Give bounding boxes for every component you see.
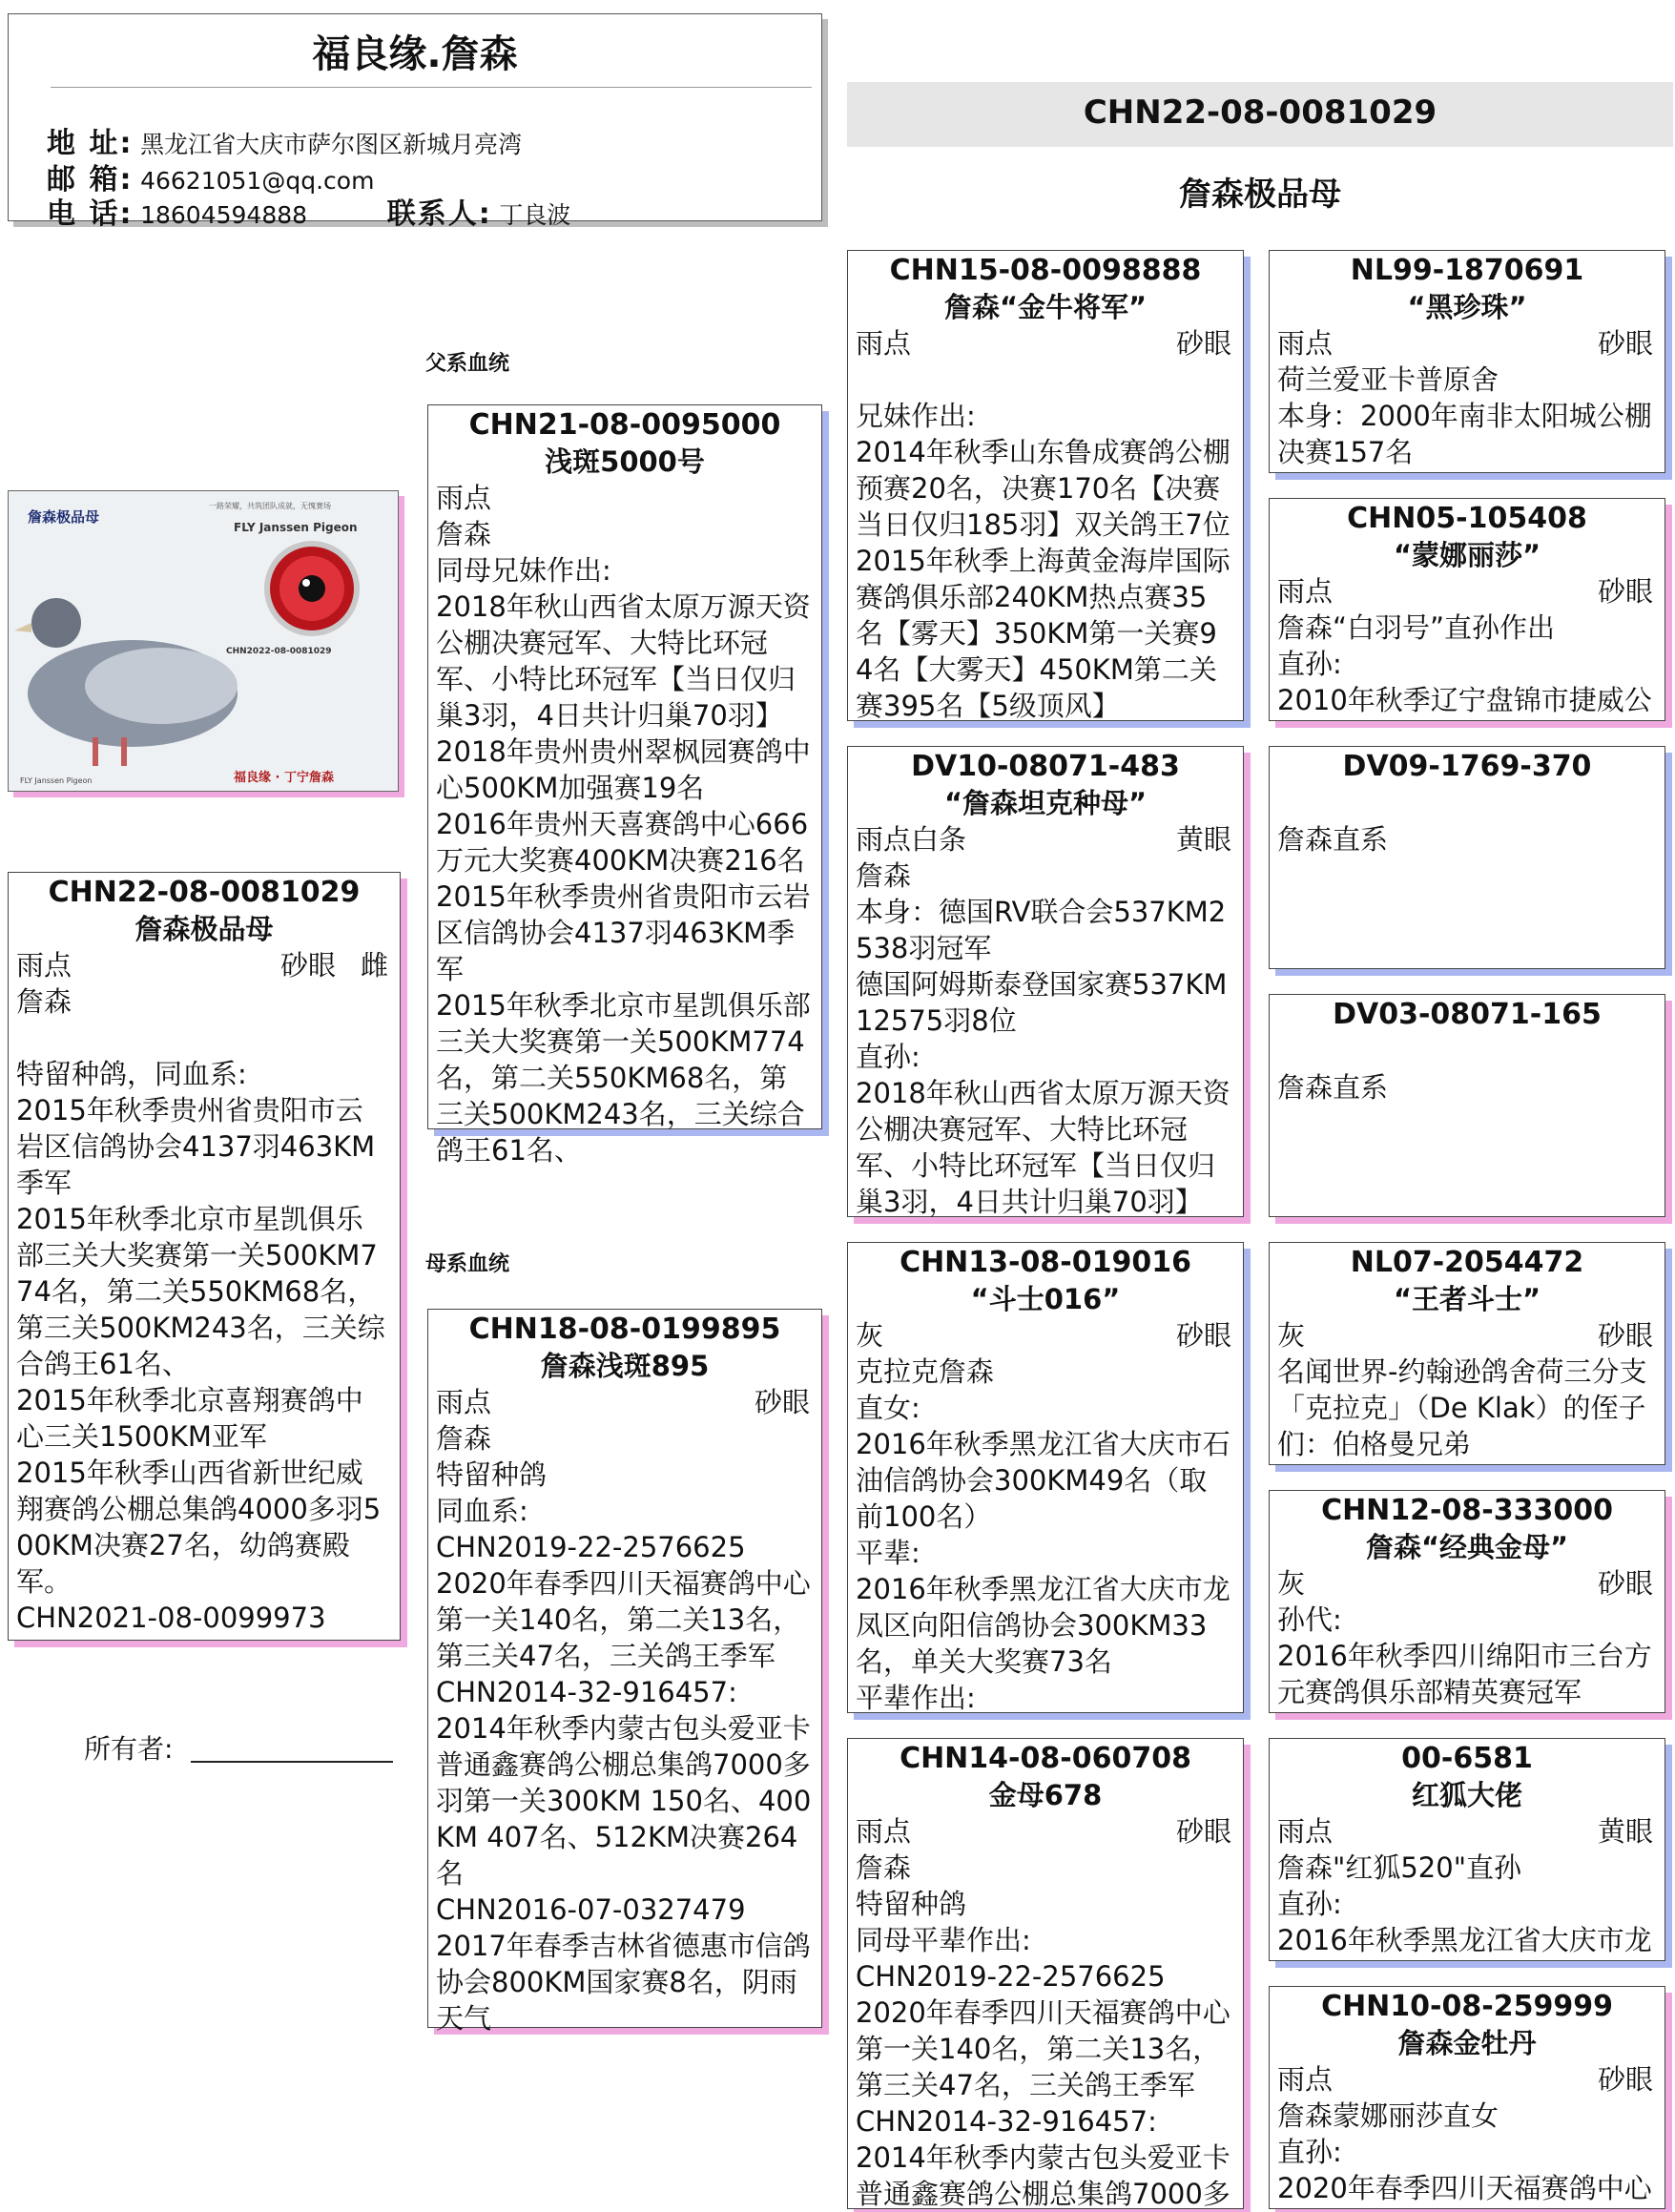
photo-bottom-right: 福良缘 · 丁宁詹森 [234, 771, 334, 785]
dam-ring: CHN18-08-0199895 [468, 1313, 781, 1346]
great-grandparent-color: 灰 [1277, 1319, 1306, 1352]
great-grandparent-card [1269, 1242, 1665, 1465]
great-grandparent-card [1269, 498, 1665, 721]
great-grandparent-card [1269, 746, 1665, 969]
page-title-name: 詹森极品母 [1179, 176, 1341, 214]
phone-row [47, 190, 570, 232]
address-label: 地 址: [47, 127, 134, 160]
grandparent-card [847, 1242, 1244, 1713]
grandparent-name: 詹森“金牛将军” [943, 291, 1148, 323]
great-grandparent-body: 孙代: 2016年秋季四川绵阳市三台方元赛鸽俱乐部精英赛冠军 [1277, 1603, 1652, 1708]
grandparent-card [847, 1738, 1244, 2209]
pigeon-photo [8, 490, 399, 792]
great-grandparent-color: 雨点 [1277, 2063, 1334, 2096]
email-label: 邮 箱: [47, 163, 134, 196]
email-value: 46621051@qq.com [140, 167, 375, 195]
great-grandparent-color: 灰 [1277, 1567, 1306, 1600]
grandparent-ring: CHN15-08-0098888 [889, 254, 1202, 287]
great-grandparent-name: 詹森“经典金母” [1365, 1531, 1569, 1563]
great-grandparent-body: 詹森"红狐520"直孙 直孙: 2016年秋季黑龙江省大庆市龙 [1277, 1851, 1652, 1956]
subject-attrs [9, 947, 400, 983]
great-grandparent-attrs [1270, 573, 1665, 610]
subject-name: 詹森极品母 [134, 913, 274, 945]
grandparent-attrs [848, 821, 1243, 858]
subject-body: 詹森 特留种鸽，同血系: 2015年秋季贵州省贵阳市云岩区信鸽协会4137羽463KM季军 2015年秋季北京市星凯俱乐部三关大奖赛第一关500KM774名，第二关550KM68名，第三关500KM243名，三关综合鸽王61名、 2015年秋季北京喜翔赛鸽中心三关1500KM亚军 2015年秋季山西省新世纪威翔赛鸽公棚总集鸽4000多羽500KM决赛27名，幼鸽赛殿军。 CHN2021-08-0099973 [16, 985, 385, 1634]
contact-label: 联系人: [386, 197, 492, 231]
great-grandparent-card [1269, 1738, 1665, 1961]
great-grandparent-body: 名闻世界-约翰逊鸽舍荷三分支「克拉克」（De Klak）的侄子们：伯格曼兄弟 [1277, 1355, 1647, 1460]
great-grandparent-card [1269, 250, 1665, 473]
great-grandparent-attrs [1270, 1317, 1665, 1354]
great-grandparent-color: 雨点 [1277, 1815, 1334, 1848]
grandparent-card [847, 250, 1244, 721]
great-grandparent-name: “蒙娜丽莎” [1393, 539, 1541, 571]
great-grandparent-ring: NL99-1870691 [1350, 254, 1584, 287]
dam-line-label: 母系血统 [425, 1252, 510, 1276]
loft-name: 福良缘.詹森 [312, 32, 518, 76]
great-grandparent-attrs [1270, 325, 1665, 362]
pigeon-photo-art [9, 491, 398, 791]
great-grandparent-body: 詹森直系 [1277, 823, 1389, 856]
grandparent-eye: 砂眼 [1175, 1815, 1231, 1848]
great-grandparent-attrs [1270, 1565, 1665, 1602]
dam-eye: 砂眼 [754, 1386, 810, 1418]
great-grandparent-name: 红狐大佬 [1411, 1779, 1522, 1811]
eye-icon [264, 541, 360, 636]
phone-label: 电 话: [47, 197, 134, 231]
grandparent-eye: 砂眼 [1175, 327, 1231, 360]
great-grandparent-ring: CHN10-08-259999 [1321, 1990, 1613, 2023]
great-grandparent-card [1269, 1490, 1665, 1713]
grandparent-name: “詹森坦克种母” [943, 787, 1148, 819]
great-grandparent-color: 雨点 [1277, 327, 1334, 360]
grandparent-color: 灰 [856, 1319, 884, 1352]
great-grandparent-body: 詹森蒙娜丽莎直女 直孙: 2020年春季四川天福赛鸽中心 [1277, 2099, 1652, 2204]
grandparent-name: “斗士016” [970, 1283, 1121, 1315]
great-grandparent-attrs [1270, 1813, 1665, 1850]
great-grandparent-name: “王者斗士” [1393, 1283, 1541, 1315]
great-grandparent-eye: 砂眼 [1597, 1319, 1653, 1352]
photo-top-right: 一路荣耀，共筑团队成就，无愧赛场 [209, 502, 331, 510]
contact-value: 丁良波 [499, 201, 571, 229]
grandparent-eye: 黄眼 [1175, 823, 1231, 856]
grandparent-card [847, 746, 1244, 1217]
subject-color: 雨点 [16, 949, 72, 982]
page-title-ring: CHN22-08-0081029 [1083, 93, 1437, 132]
great-grandparent-body: 荷兰爱亚卡普原舍 本身：2000年南非太阳城公棚决赛157名 [1277, 363, 1652, 468]
great-grandparent-card [1269, 1986, 1665, 2209]
great-grandparent-body: 詹森“白羽号”直孙作出 直孙: 2010年秋季辽宁盘锦市捷威公 [1277, 611, 1652, 716]
great-grandparent-ring: DV03-08071-165 [1333, 998, 1602, 1031]
great-grandparent-ring: CHN12-08-333000 [1321, 1494, 1613, 1527]
grandparent-color: 雨点 [856, 327, 912, 360]
dam-card [427, 1309, 822, 2035]
great-grandparent-eye: 砂眼 [1597, 327, 1653, 360]
subject-ring: CHN22-08-0081029 [48, 876, 361, 909]
sire-color: 雨点 [436, 482, 492, 514]
dam-name: 詹森浅斑895 [540, 1350, 710, 1382]
grandparent-attrs [848, 1317, 1243, 1354]
great-grandparent-ring: NL07-2054472 [1350, 1246, 1584, 1279]
great-grandparent-ring: DV09-1769-370 [1342, 750, 1592, 783]
header-divider [51, 87, 812, 88]
great-grandparent-ring: CHN05-105408 [1347, 502, 1587, 535]
dam-body: 詹森 特留种鸽 同血系: CHN2019-22-2576625 2020年春季四川天福赛鸽中心第一关140名，第二关13名，第三关47名，三关鸽王季军 CHN2014-32-916457: 2014年秋季内蒙古包头爱亚卡普通鑫赛鸽公棚总集鸽7000多羽第一关300KM 150名、400KM 407名、512KM决赛264名 CHN2016-07-0327479 2017年春季吉林省德惠市信鸽协会800KM国家赛8名，阴雨天气 [436, 1422, 812, 2035]
sire-attrs [428, 480, 821, 516]
grandparent-body: 兄妹作出: 2014年秋季山东鲁成赛鸽公棚预赛20名，决赛170名【决赛当日仅归185羽】双关鸽王7位 2015年秋季上海黄金海岸国际赛鸽俱乐部240KM热点赛35名【雾天】350KM第一关赛94名【大雾天】450KM第二关赛395名【5级顶风】 [856, 400, 1230, 722]
dam-color: 雨点 [436, 1386, 492, 1418]
great-grandparent-eye: 黄眼 [1597, 1815, 1653, 1848]
grandparent-color: 雨点白条 [856, 823, 967, 856]
sire-line-label: 父系血统 [425, 352, 510, 376]
grandparent-body: 克拉克詹森 直女: 2016年秋季黑龙江省大庆市石油信鸽协会300KM49名（取前100名） 平辈: 2016年秋季黑龙江省大庆市龙凤区向阳信鸽协会300KM33名，单关大奖赛73名 平辈作出: [856, 1355, 1230, 1714]
grandparent-attrs [848, 1813, 1243, 1850]
address-value: 黑龙江省大庆市萨尔图区新城月亮湾 [140, 131, 523, 158]
great-grandparent-name: “黑珍珠” [1407, 291, 1527, 323]
great-grandparent-body: 詹森直系 [1277, 1071, 1389, 1104]
great-grandparent-name: 詹森金牡丹 [1397, 2027, 1537, 2059]
photo-bottom-left: FLY Janssen Pigeon [20, 776, 93, 785]
grandparent-body: 詹森 本身：德国RV联合会537KM2538羽冠军 德国阿姆斯泰登国家赛537KM12575羽8位 直孙: 2018年秋山西省太原万源天资公棚决赛冠军、大特比环冠军、小特比环冠军【当日仅归巢3羽，4日共计归巢70羽】 [856, 859, 1230, 1218]
grandparent-eye: 砂眼 [1175, 1319, 1231, 1352]
great-grandparent-color: 雨点 [1277, 575, 1334, 608]
phone-value: 18604594888 [140, 201, 308, 229]
grandparent-attrs [848, 325, 1243, 362]
owner-label: 所有者: [84, 1733, 174, 1765]
photo-title: 詹森极品母 [28, 508, 100, 526]
great-grandparent-ring: 00-6581 [1401, 1742, 1533, 1775]
great-grandparent-eye: 砂眼 [1597, 1567, 1653, 1600]
grandparent-color: 雨点 [856, 1815, 912, 1848]
owner-signature-line [191, 1761, 393, 1763]
subject-sex: 雌 [360, 949, 388, 982]
great-grandparent-eye: 砂眼 [1597, 2063, 1653, 2096]
sire-card [427, 404, 822, 1167]
grandparent-body: 詹森 特留种鸽 同母平辈作出: CHN2019-22-2576625 2020年春季四川天福赛鸽中心第一关140名，第二关13名，第三关47名，三关鸽王季军 CHN2014-32-916457: 2014年秋季内蒙古包头爱亚卡普通鑫赛鸽公棚总集鸽7000多 [856, 1851, 1230, 2210]
sire-ring: CHN21-08-0095000 [468, 408, 781, 442]
dam-attrs [428, 1384, 821, 1420]
subject-card [8, 872, 401, 1641]
photo-caption: FLY Janssen Pigeon [234, 521, 358, 534]
great-grandparent-attrs [1270, 2061, 1665, 2098]
sire-body: 詹森 同母兄妹作出: 2018年秋山西省太原万源天资公棚决赛冠军、大特比环冠军、小特比环冠军【当日仅归巢3羽，4日共计归巢70羽】 2018年贵州贵州翠枫园赛鸽中心500KM加强赛19名 2016年贵州天喜赛鸽中心666万元大奖赛400KM决赛216名 2015年秋季贵州省贵阳市云岩区信鸽协会4137羽463KM季军 2015年秋季北京市星凯俱乐部三关大奖赛第一关500KM774名，第二关550KM68名，第三关500KM243名，三关综合鸽王61名、 [436, 518, 811, 1167]
grandparent-name: 金母678 [988, 1779, 1103, 1811]
great-grandparent-card [1269, 994, 1665, 1217]
grandparent-ring: DV10-08071-483 [911, 750, 1180, 783]
loft-header [8, 13, 822, 231]
great-grandparent-eye: 砂眼 [1597, 575, 1653, 608]
grandparent-ring: CHN14-08-060708 [900, 1742, 1191, 1775]
subject-eye: 砂眼 [279, 949, 336, 982]
photo-ring: CHN2022-08-0081029 [226, 647, 332, 656]
grandparent-ring: CHN13-08-019016 [900, 1246, 1191, 1279]
sire-name: 浅斑5000号 [545, 445, 705, 478]
